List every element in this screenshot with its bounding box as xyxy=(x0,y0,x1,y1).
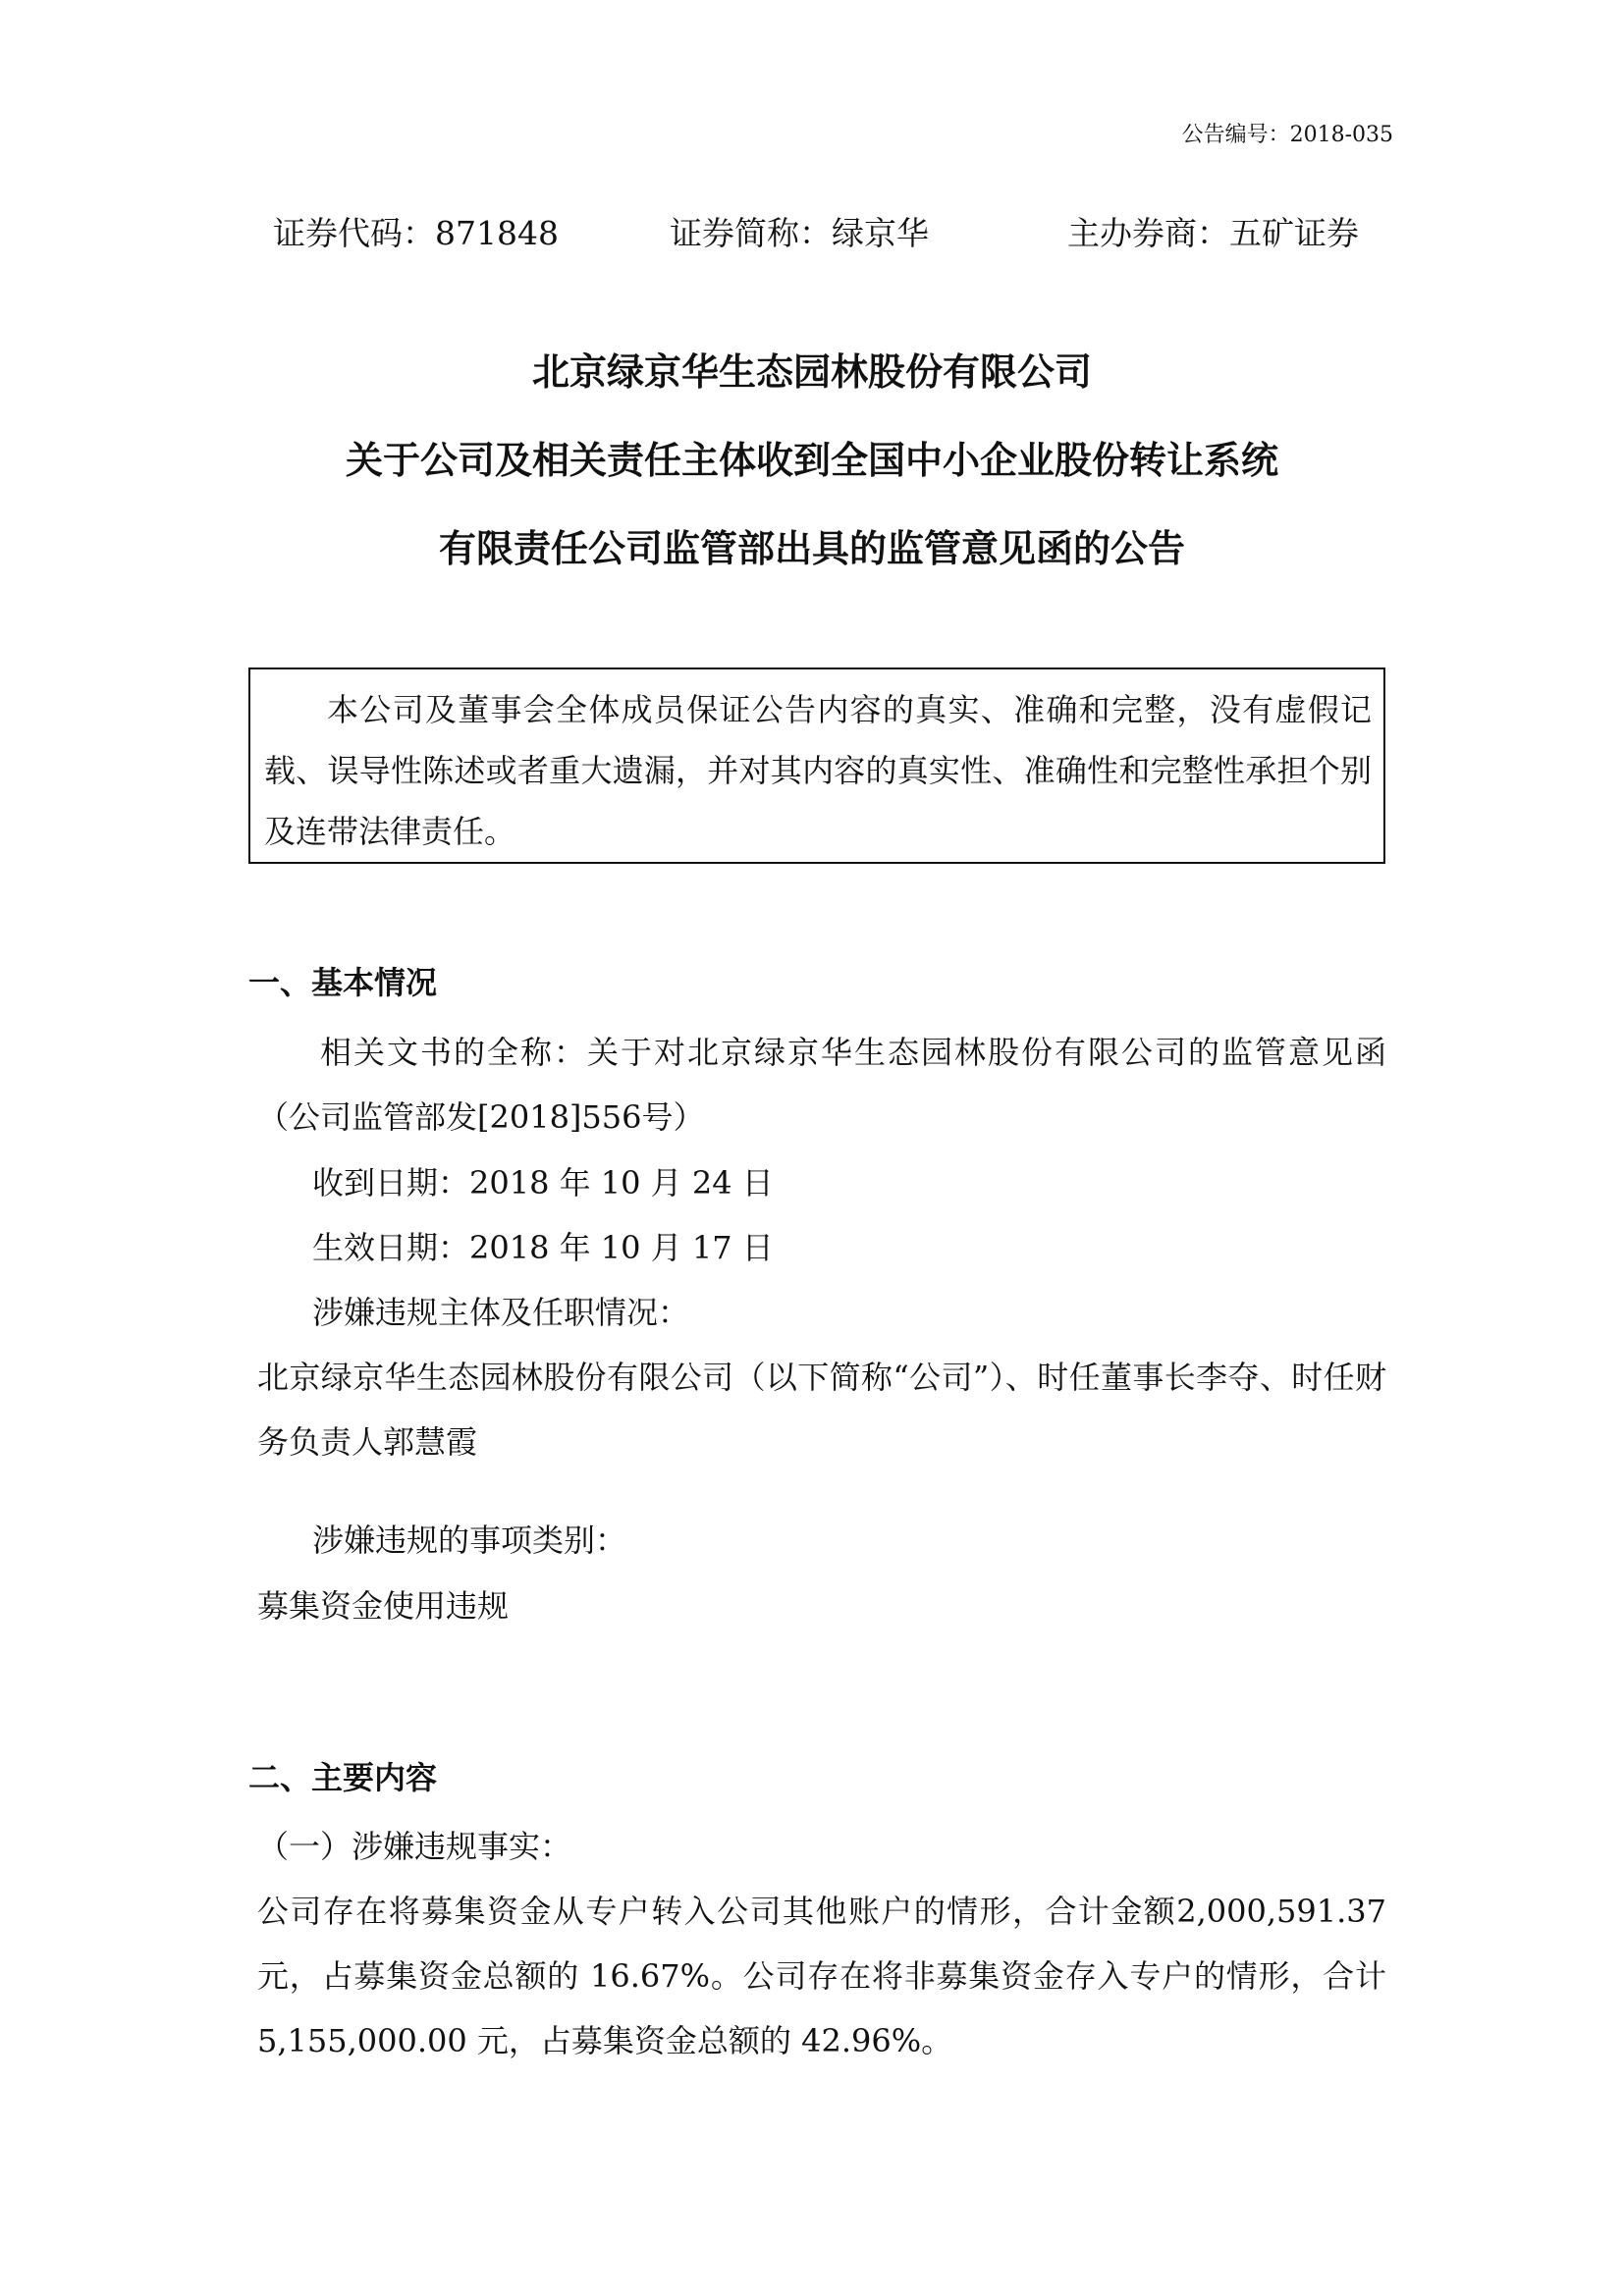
violation-category-label: 涉嫌违规的事项类别： xyxy=(312,1522,627,1559)
received-date: 收到日期：2018 年 10 月 24 日 xyxy=(312,1164,774,1201)
section-heading-main-content: 二、主要内容 xyxy=(248,1759,438,1796)
effective-date: 生效日期：2018 年 10 月 17 日 xyxy=(312,1229,774,1266)
section-heading-basic-info: 一、基本情况 xyxy=(248,964,438,1001)
title-line-3: 有限责任公司监管部出具的监管意见函的公告 xyxy=(438,527,1185,570)
title-line-1: 北京绿京华生态园林股份有限公司 xyxy=(531,350,1092,394)
violation-subject-text: 北京绿京华生态园林股份有限公司（以下简称“公司”）、时任董事长李夺、时任财务负责人郭慧霞 xyxy=(257,1359,1386,1461)
violation-category-text: 募集资金使用违规 xyxy=(257,1587,510,1625)
notice-number: 公告编号：2018-035 xyxy=(1181,123,1393,147)
document-name: 相关文书的全称：关于对北京绿京华生态园林股份有限公司的监管意见函（公司监管部发[2018]556号） xyxy=(257,1034,1386,1136)
sponsor-broker: 主办券商：五矿证券 xyxy=(1067,214,1359,252)
board-statement-box: 本公司及董事会全体成员保证公告内容的真实、准确和完整，没有虚假记载、误导性陈述或者重大遗漏，并对其内容的真实性、准确性和完整性承担个别及连带法律责任。 xyxy=(248,667,1385,864)
violation-facts-label: （一）涉嫌违规事实： xyxy=(257,1828,572,1865)
title-line-2: 关于公司及相关责任主体收到全国中小企业股份转让系统 xyxy=(345,439,1278,482)
security-abbreviation: 证券简称：绿京华 xyxy=(670,214,929,252)
violation-subject-label: 涉嫌违规主体及任职情况： xyxy=(312,1294,690,1331)
securities-info xyxy=(0,208,1624,257)
security-code: 证券代码：871848 xyxy=(273,214,559,252)
violation-facts-text: 公司存在将募集资金从专户转入公司其他账户的情形，合计金额2,000,591.37元，占募集资金总额的 16.67%。公司存在将非募集资金存入专户的情形，合计5,155,000.00 元，占募集资金总额的 42.96%。 xyxy=(257,1893,1386,2059)
